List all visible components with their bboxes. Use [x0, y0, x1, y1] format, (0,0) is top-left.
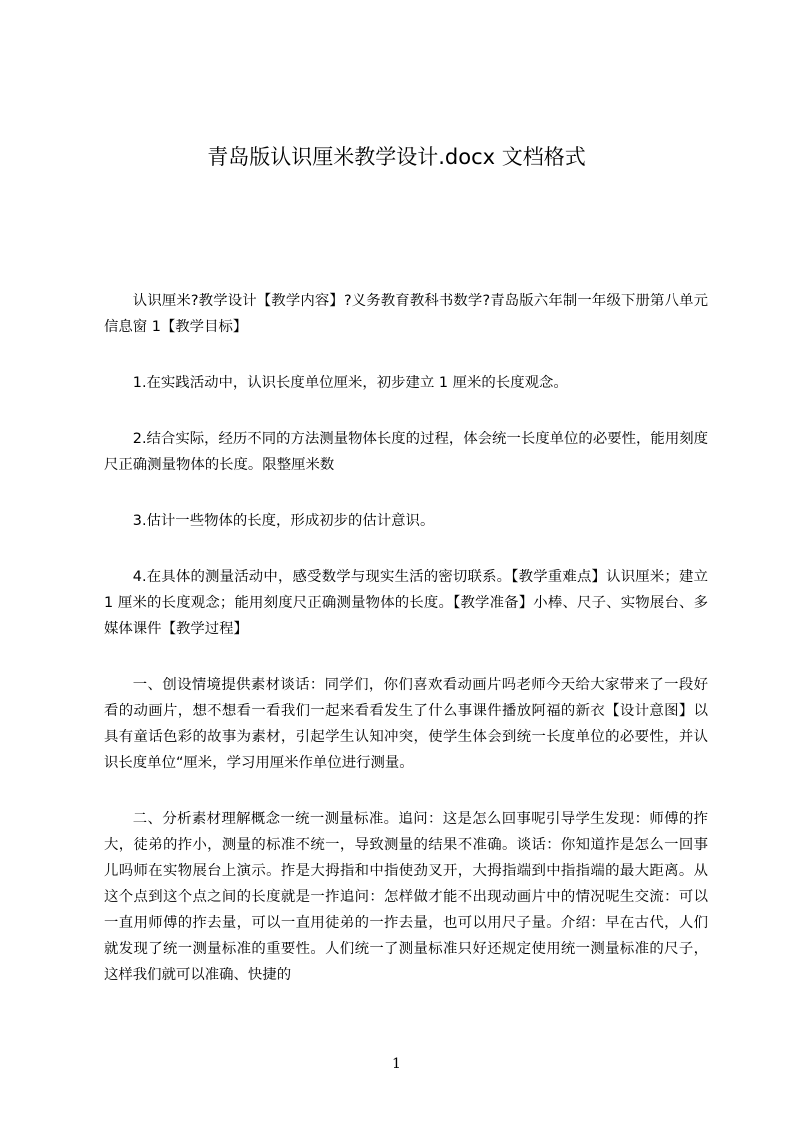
paragraph-section-2: 二、分析素材理解概念一统一测量标准。追问：这是怎么回事呢引导学生发现：师傅的拃大，徒弟的拃小，测量的标准不统一，导致测量的结果不准确。谈话：你知道拃是怎么一回事儿吗师在实物展台上演示。拃是大拇指和中指使劲叉开，大拇指端到中指指端的最大距离。从这个点到这个点之间的长度就是一拃追问：怎样做才能不出现动画片中的情况呢生交流：可以一直用师傅的拃去量，可以一直用徒弟的一拃去量，也可以用尺子量。介绍：早在古代，人们就发现了统一测量标准的重要性。人们统一了测量标准只好还规定使用统一测量标准的尺子，这样我们就可以准确、快捷的 — [104, 811, 708, 983]
paragraph-objective-4: 4.在具体的测量活动中，感受数学与现实生活的密切联系。【教学重难点】认识厘米；建立 1 厘米的长度观念；能用刻度尺正确测量物体的长度。【教学准备】小棒、尺子、实物展台、多媒体课件【教学过程】 — [104, 569, 708, 637]
document-body — [104, 288, 708, 1018]
document-title: 青岛版认识厘米教学设计.docx 文档格式 — [207, 145, 586, 169]
paragraph-objective-1: 1.在实践活动中，认识长度单位厘米，初步建立 1 厘米的长度观念。 — [132, 375, 568, 391]
paragraph-intro: 认识厘米?教学设计【教学内容】?义务教育教科书数学?青岛版六年制一年级下册第八单元信息窗 1【教学目标】 — [104, 293, 708, 335]
paragraph-section-1: 一、创设情境提供素材谈话：同学们，你们喜欢看动画片吗老师今天给大家带来了一段好看的动画片，想不想看一看我们一起来看看发生了什么事课件播放阿福的新衣【设计意图】以具有童话色彩的故事为素材，引起学生认知冲突，使学生体会到统一长度单位的必要性，并认识长度单位“厘米，学习用厘米作单位进行测量。 — [104, 677, 708, 771]
paragraph-objective-2: 2.结合实际，经历不同的方法测量物体长度的过程，体会统一长度单位的必要性，能用刻度尺正确测量物体的长度。限整厘米数 — [104, 431, 708, 473]
paragraph-objective-3: 3.估计一些物体的长度，形成初步的估计意识。 — [132, 513, 435, 529]
page-number: 1 — [392, 1056, 401, 1072]
